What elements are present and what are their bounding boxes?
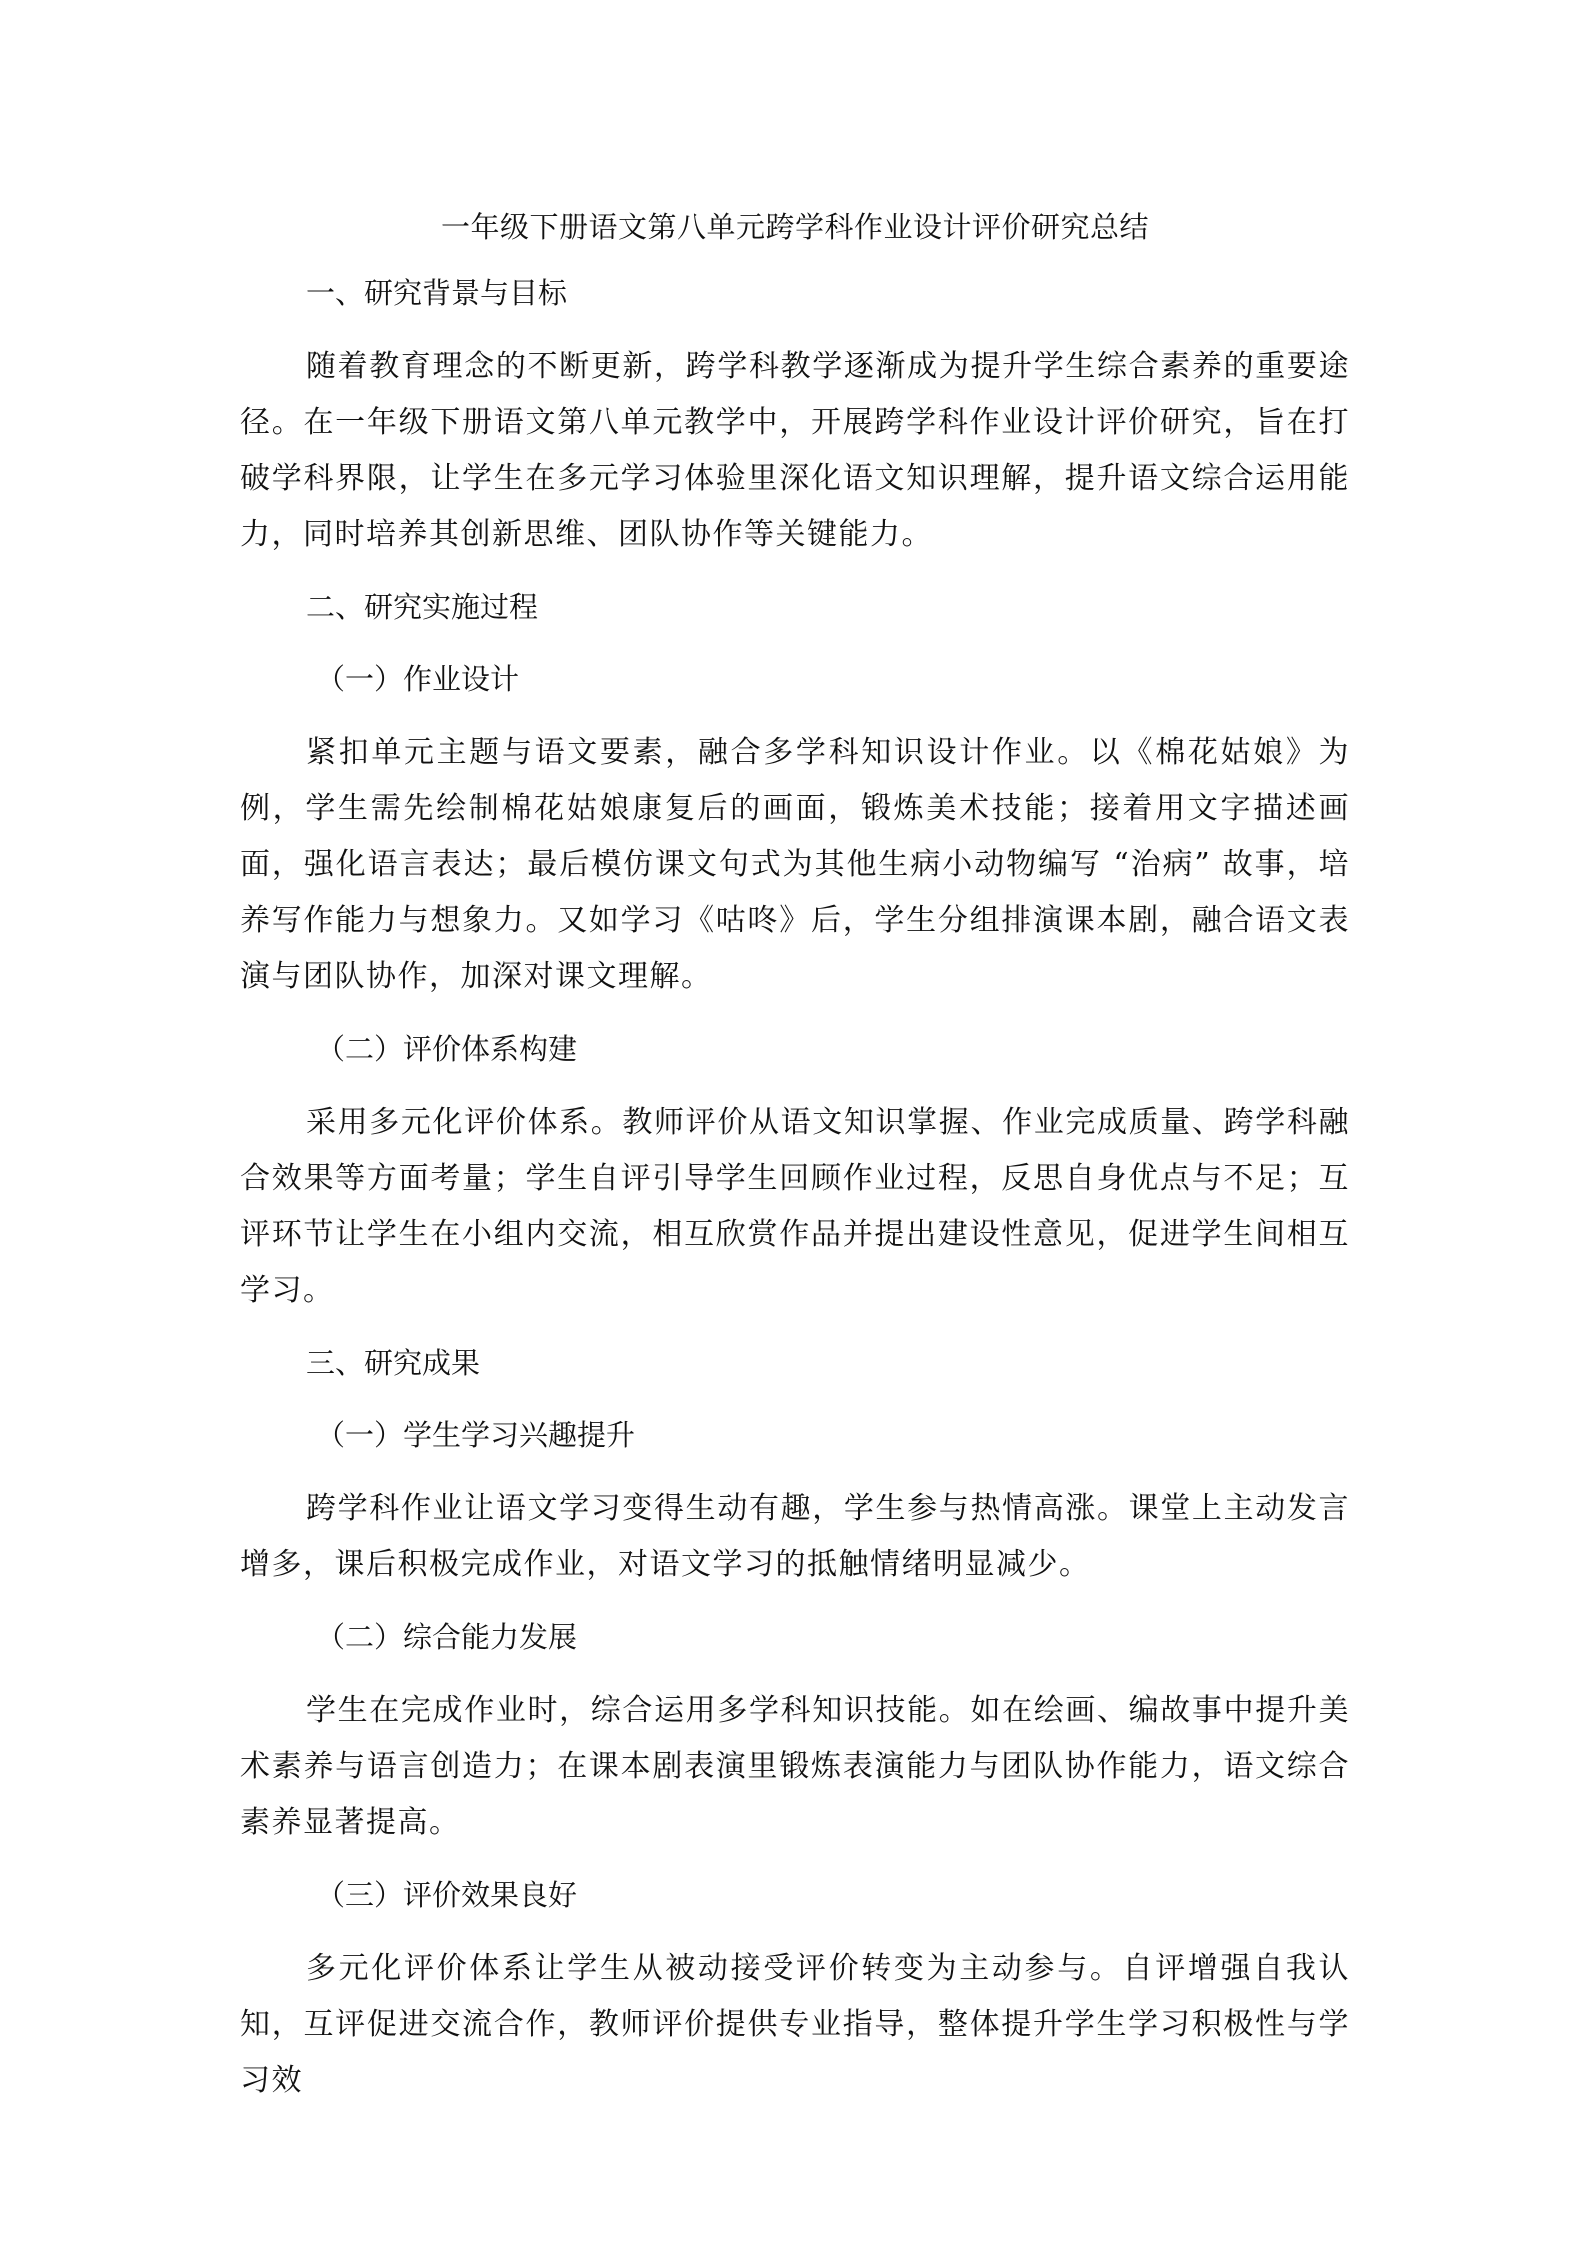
document-body: [240, 203, 1350, 2127]
document-title: 一年级下册语文第八单元跨学科作业设计评价研究总结: [440, 210, 1149, 244]
paragraph-interest: 跨学科作业让语文学习变得生动有趣，学生参与热情高涨。课堂上主动发言增多，课后积极完成作业，对语文学习的抵触情绪明显减少。: [240, 1491, 1350, 1582]
paragraph-assignment-design: 紧扣单元主题与语文要素，融合多学科知识设计作业。以《棉花姑娘》为例，学生需先绘制棉花姑娘康复后的画面，锻炼美术技能；接着用文字描述画面，强化语言表达；最后模仿课文句式为其他生病小动物编写 “治病” 故事，培养写作能力与想象力。又如学习《咕咚》后，学生分组排演课本剧，融合语文表演与团队协作，加深对课文理解。: [240, 735, 1350, 994]
subsection-heading-ability: （二）综合能力发展: [316, 1620, 578, 1654]
subsection-heading-evaluation-effect: （三）评价效果良好: [316, 1878, 578, 1912]
subsection-heading-assignment-design: （一）作业设计: [316, 662, 520, 696]
section-heading-results: 三、研究成果: [306, 1346, 481, 1380]
section-heading-implementation: 二、研究实施过程: [306, 590, 539, 624]
section-heading-background: 一、研究背景与目标: [306, 276, 568, 310]
paragraph-evaluation-effect: 多元化评价体系让学生从被动接受评价转变为主动参与。自评增强自我认知，互评促进交流合作，教师评价提供专业指导，整体提升学生学习积极性与学习效: [240, 1951, 1350, 2098]
subsection-heading-interest: （一）学生学习兴趣提升: [316, 1418, 636, 1452]
paragraph-background: 随着教育理念的不断更新，跨学科教学逐渐成为提升学生综合素养的重要途径。在一年级下册语文第八单元教学中，开展跨学科作业设计评价研究，旨在打破学科界限，让学生在多元学习体验里深化语文知识理解，提升语文综合运用能力，同时培养其创新思维、团队协作等关键能力。: [240, 349, 1350, 552]
paragraph-evaluation-system: 采用多元化评价体系。教师评价从语文知识掌握、作业完成质量、跨学科融合效果等方面考量；学生自评引导学生回顾作业过程，反思自身优点与不足；互评环节让学生在小组内交流，相互欣赏作品并提出建设性意见，促进学生间相互学习。: [240, 1105, 1350, 1308]
subsection-heading-evaluation-system: （二）评价体系构建: [316, 1032, 578, 1066]
paragraph-ability: 学生在完成作业时，综合运用多学科知识技能。如在绘画、编故事中提升美术素养与语言创造力；在课本剧表演里锻炼表演能力与团队协作能力，语文综合素养显著提高。: [240, 1693, 1350, 1840]
